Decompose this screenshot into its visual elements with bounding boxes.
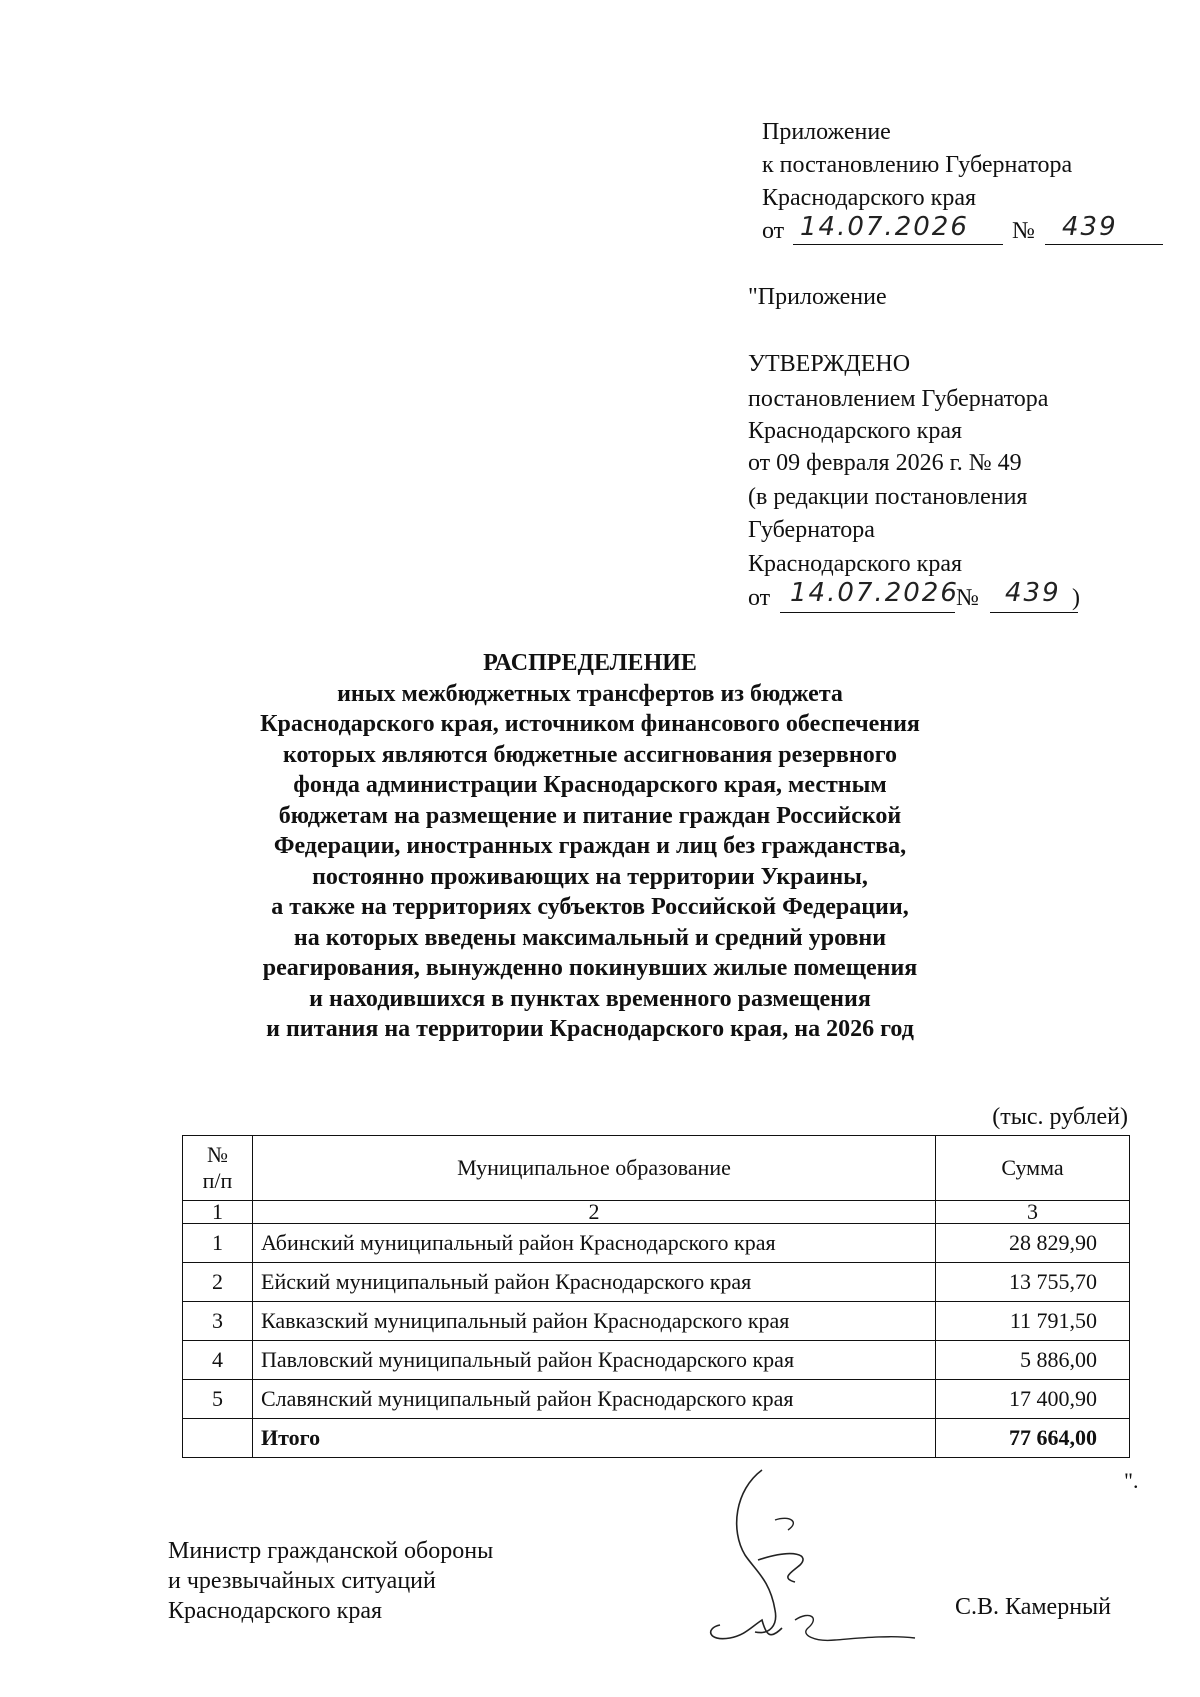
signatory-position-line: и чрезвычайных ситуаций [168,1568,436,1594]
title-line: реагирования, вынужденно покинувших жилые помещения [262,955,918,981]
row-sum: 17 400,90 [936,1380,1130,1419]
row-number: 1 [183,1224,253,1263]
signatory-position-line: Краснодарского края [168,1598,383,1624]
column-number-row [183,1201,1130,1224]
table-row [183,1263,1130,1302]
signatory-name: С.В. Камерный [955,1594,1112,1620]
row-number: 2 [183,1263,253,1302]
total-row [183,1419,1130,1458]
document-title [150,648,1030,1045]
row-municipality: Павловский муниципальный район Краснодарского края [253,1341,936,1380]
distribution-table [182,1135,1130,1458]
column-number: 1 [183,1201,253,1224]
table-row [183,1302,1130,1341]
appendix-line-2: к постановлению Губернатора [762,152,1073,178]
signatory-position [168,1536,493,1626]
row-number: 4 [183,1341,253,1380]
row-sum: 11 791,50 [936,1302,1130,1341]
title-line: фонда администрации Краснодарского края, местным [293,772,887,798]
column-number: 3 [936,1201,1130,1224]
title-line: бюджетам на размещение и питание граждан Российской [278,802,902,829]
row-sum: 13 755,70 [936,1263,1130,1302]
header-number [183,1136,253,1201]
handwritten-signature [700,1460,920,1650]
row-municipality: Ейский муниципальный район Краснодарского края [253,1263,936,1302]
title-line: которых являются бюджетные ассигнования резервного [282,741,898,768]
table-row [183,1341,1130,1380]
approval-line-2: Краснодарского края [748,418,963,444]
title-line: и находившихся в пунктах временного размещения [309,985,871,1012]
appendix-date-underline [793,244,1003,245]
approval-close-paren: ) [1072,585,1080,611]
title-line: иных межбюджетных трансфертов из бюджета [337,680,843,707]
approval-line-6: Краснодарского края [748,551,963,577]
row-number: 5 [183,1380,253,1419]
appendix-number-sign: № [1012,218,1035,244]
row-municipality: Славянский муниципальный район Краснодарского края [253,1380,936,1419]
quoted-appendix-label: "Приложение [748,284,887,310]
title-line: а также на территориях субъектов Российской Федерации, [271,894,909,920]
approval-date-handwritten: 14.07.2026 [790,578,959,608]
approval-date-prefix: от [748,585,771,611]
total-number-empty [183,1419,253,1458]
title-heading: РАСПРЕДЕЛЕНИЕ [483,650,697,676]
appendix-date-handwritten: 14.07.2026 [800,212,969,242]
title-line: Федерации, иностранных граждан и лиц без гражданства, [273,833,907,859]
approval-line-1: постановлением Губернатора [748,386,1049,412]
table-header-row [183,1136,1130,1201]
appendix-number-underline [1045,244,1163,245]
row-municipality: Абинский муниципальный район Краснодарского края [253,1224,936,1263]
row-sum: 28 829,90 [936,1224,1130,1263]
approval-line-3: от 09 февраля 2026 г. № 49 [748,450,1022,476]
header-number-sign: № [207,1142,228,1167]
row-municipality: Кавказский муниципальный район Краснодарского края [253,1302,936,1341]
total-label: Итого [253,1419,936,1458]
appendix-label: Приложение [762,119,891,145]
units-label: (тыс. рублей) [992,1104,1128,1130]
approval-number-handwritten: 439 [1005,578,1061,608]
approval-number-underline [990,612,1078,613]
row-number: 3 [183,1302,253,1341]
approval-line-5: Губернатора [748,517,875,543]
header-municipality: Муниципальное образование [253,1136,936,1201]
total-sum: 77 664,00 [936,1419,1130,1458]
row-sum: 5 886,00 [936,1341,1130,1380]
approval-number-sign: № [956,585,979,611]
header-number-abbr: п/п [202,1168,233,1193]
appendix-number-handwritten: 439 [1062,212,1118,242]
approval-date-underline [780,612,955,613]
approval-title: УТВЕРЖДЕНО [748,351,911,377]
title-line: постоянно проживающих на территории Украины, [312,863,868,890]
appendix-line-3: Краснодарского края [762,185,977,211]
table-row [183,1380,1130,1419]
header-sum: Сумма [936,1136,1130,1201]
closing-quote: ". [1124,1468,1139,1493]
appendix-date-prefix: от [762,218,785,244]
approval-line-4: (в редакции постановления [748,484,1028,510]
column-number: 2 [253,1201,936,1224]
title-line: Краснодарского края, источником финансового обеспечения [260,711,920,737]
title-line: и питания на территории Краснодарского края, на 2026 год [266,1016,914,1042]
signatory-position-line: Министр гражданской обороны [168,1538,494,1564]
title-line: на которых введены максимальный и средний уровни [293,924,887,951]
table-row [183,1224,1130,1263]
